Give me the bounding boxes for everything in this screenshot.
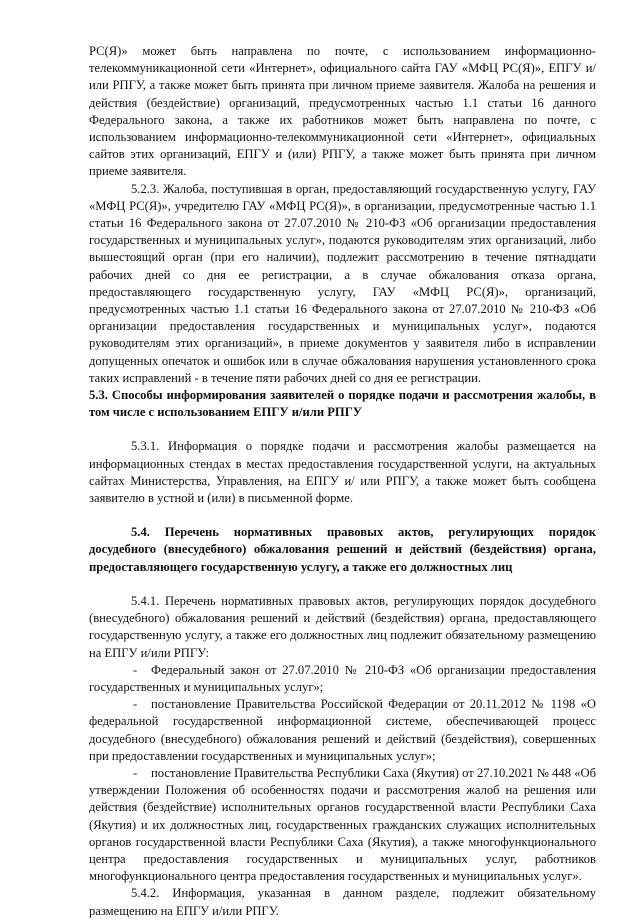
document-body bbox=[89, 43, 596, 920]
paragraph-5-4-1: 5.4.1. Перечень нормативных правовых актов, регулирующих порядок досудебного (внесудебного) обжалования решений и действий (бездействия) органа, предоставляющего государственную услугу, а также его должностных лиц подлежит обязательному размещению на ЕПГУ и/или РПГУ: bbox=[89, 593, 596, 660]
list-item-federal-law bbox=[89, 662, 596, 696]
heading-5-3: 5.3. Способы информирования заявителей о порядке подачи и рассмотрения жалобы, в том числе с использованием ЕПГУ и/или РПГУ bbox=[89, 388, 596, 420]
list-item-government-decree-448 bbox=[89, 765, 596, 885]
heading-5-4: 5.4. Перечень нормативных правовых актов, регулирующих порядок досудебного (внесудебного) обжалования решений и действий (бездействия) органа, предоставляющего государственную услугу, а также его должностных лиц bbox=[89, 525, 596, 574]
list-item-government-decree-1198 bbox=[89, 696, 596, 765]
list-item-text: Федеральный закон от 27.07.2010 № 210-ФЗ «Об организации предоставления государственных и муниципальных услуг»; bbox=[89, 662, 596, 694]
paragraph-continuation: РС(Я)» может быть направлена по почте, с использованием информационно-телекоммуникационной сети «Интернет», официального сайта ГАУ «МФЦ РС(Я)», ЕПГУ и/или РПГУ, а также может быть принята при личном приеме заявителя. Жалоба на решения и действия (бездействие) организаций, предусмотренных частью 1.1 статьи 16 данного Федерального закона, а также их работников может быть направлена по почте, с использованием информационно-телекоммуникационной сети «Интернет», официальных сайтов этих организаций, ЕПГУ и (или) РПГУ, а также может быть принята при личном приеме заявителя. bbox=[89, 44, 596, 179]
list-dash: - bbox=[133, 697, 138, 712]
paragraph-5-4-2: 5.4.2. Информация, указанная в данном разделе, подлежит обязательному размещению на ЕПГУ и/или РПГУ. bbox=[89, 886, 596, 918]
list-dash: - bbox=[133, 765, 138, 780]
paragraph-5-3-1: 5.3.1. Информация о порядке подачи и рассмотрения жалобы размещается на информационных стендах в местах предоставления государственной услуги, на актуальных сайтах Министерства, Управления, на ЕПГУ и/ или РПГУ, а также может быть сообщена заявителю в устной и (или) в письменной форме. bbox=[89, 439, 596, 506]
list-item-text: постановление Правительства Российской Федерации от 20.11.2012 № 1198 «О федеральной государственной информационной системе, обеспечивающей процесс досудебного (внесудебного) обжалования решений и действий (бездействия), совершенных при предоставлении государственных и муниципальных услуг»; bbox=[89, 697, 596, 763]
paragraph-5-2-3: 5.2.3. Жалоба, поступившая в орган, предоставляющий государственную услугу, ГАУ «МФЦ РС(Я)», учредителю ГАУ «МФЦ РС(Я)», в организации, предусмотренные частью 1.1 статьи 16 Федерального закона от 27.07.2010 № 210-ФЗ «Об организации предоставления государственных и муниципальных услуг», подаются руководителям этих организаций, либо вышестоящий орган (при его наличии), подлежит рассмотрению в течение пятнадцати рабочих дней со дня ее регистрации, а в случае обжалования отказа органа, предоставляющего государственную услугу, ГАУ «МФЦ РС(Я)», организаций, предусмотренных частью 1.1 статьи 16 Федерального закона от 27.07.2010 № 210-ФЗ «Об организации предоставления государственных и муниципальных услуг», подаются руководителям этих организаций», в приеме документов у заявителя либо в исправлении допущенных опечаток и ошибок или в случае обжалования нарушения установленного срока таких исправлений - в течение пяти рабочих дней со дня ее регистрации. bbox=[89, 181, 596, 385]
list-dash: - bbox=[133, 662, 138, 677]
list-item-text: постановление Правительства Республики Саха (Якутия) от 27.10.2021 № 448 «Об утверждении Положения об особенностях подачи и рассмотрения жалоб на решения или действия (бездействие) исполнительных органов государственной власти Республики Саха (Якутия) и их должностных лиц, государственных гражданских служащих исполнительных органов государственной власти Республики Саха (Якутия), а также многофункционального центра предоставления государственных и муниципальных услуг, работников многофункционального центра предоставления государственных и муниципальных услуг». bbox=[89, 765, 596, 884]
